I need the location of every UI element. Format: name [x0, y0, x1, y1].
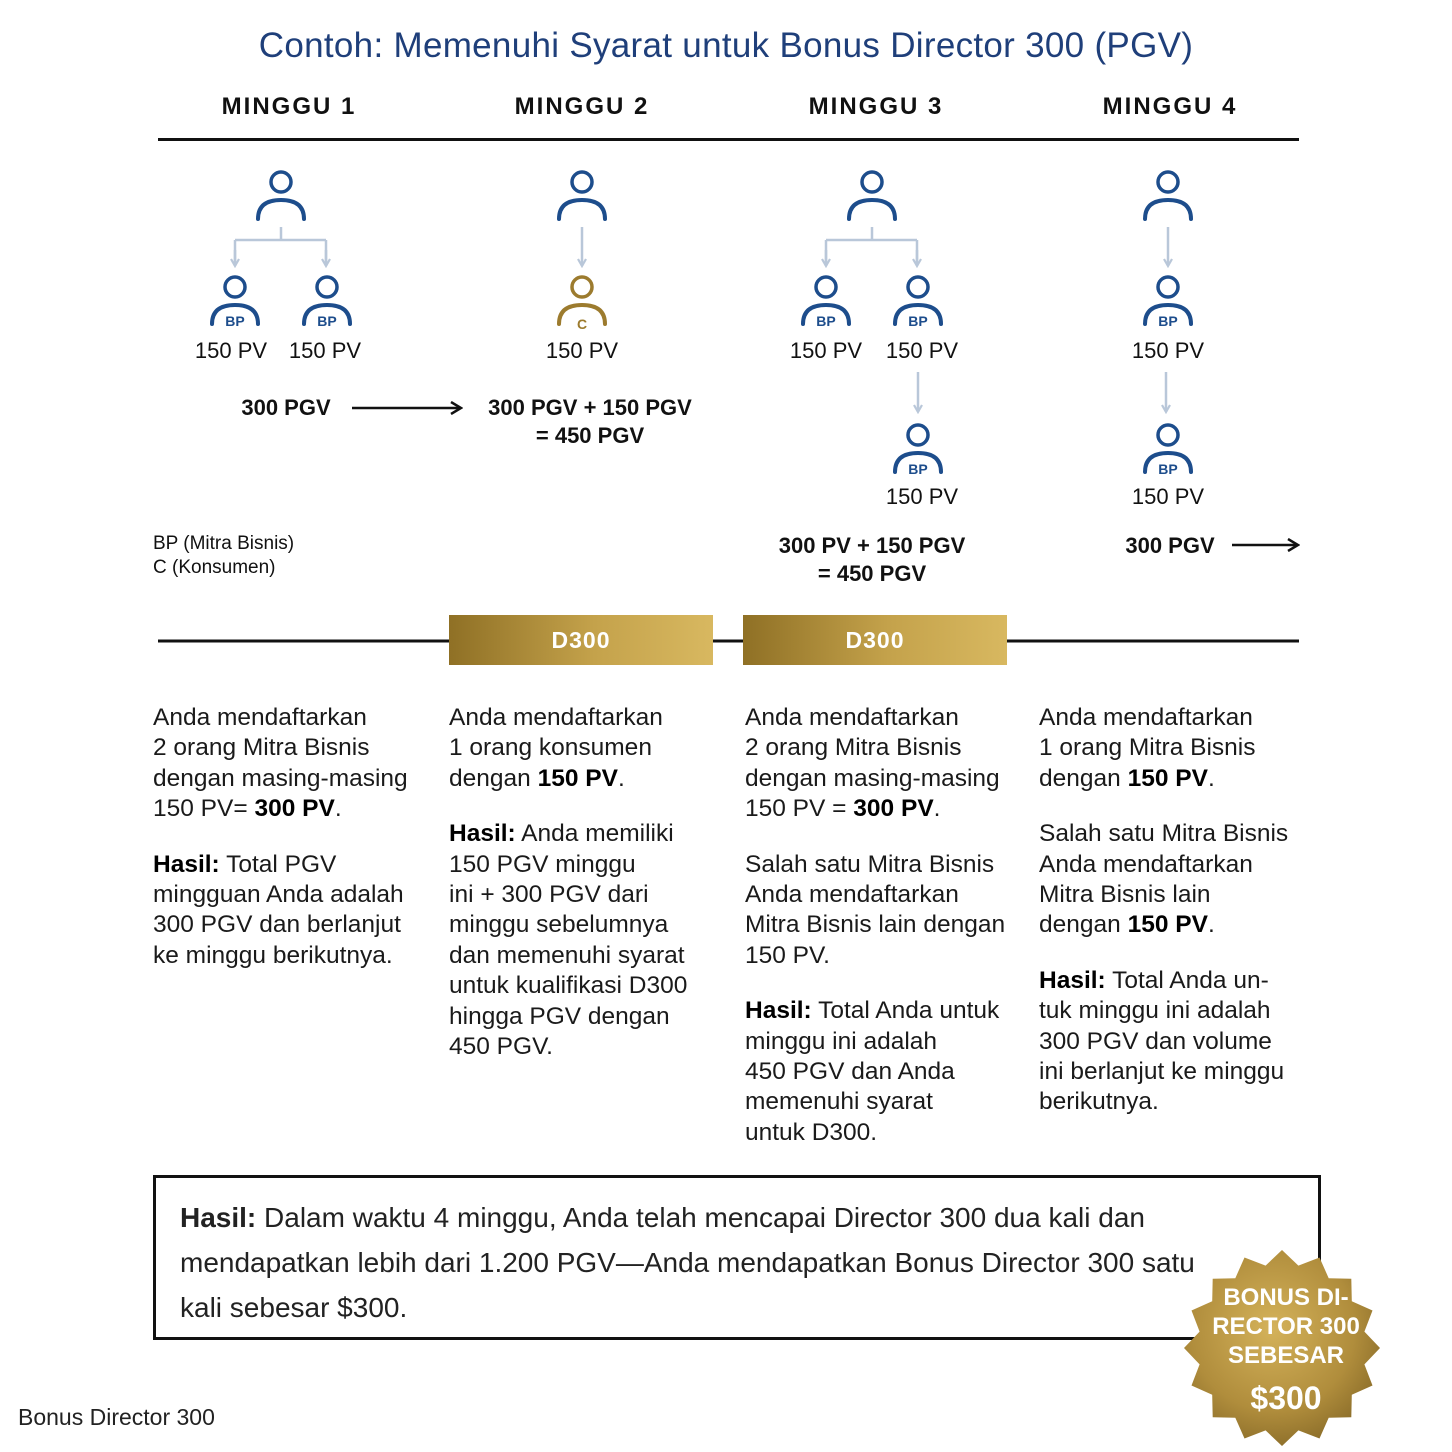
week-3-heading: MINGGU 3	[808, 93, 944, 120]
bonus-seal-text: BONUS DI- RECTOR 300 SEBESAR $300	[1212, 1284, 1360, 1416]
summary-text: Hasil: Dalam waktu 4 minggu, Anda telah mencapai Director 300 dua kali dan mendapatkan lebih dari 1.200 PGV—Anda mendapatkan Bonus Director 300 satu kali sebesar $300.	[180, 1202, 1195, 1323]
pv-label: 150 PV	[789, 338, 863, 363]
sponsor-person-icon	[849, 172, 895, 219]
bp-badge: BP	[317, 313, 337, 329]
pv-label: 150 PV	[1131, 338, 1205, 363]
week-2-diagram	[559, 172, 605, 324]
d300-label: D300	[845, 626, 905, 653]
bp-badge: BP	[1158, 461, 1178, 477]
legend-c: C (Konsumen)	[153, 557, 276, 578]
d300-label: D300	[551, 626, 611, 653]
pv-label: 150 PV	[885, 484, 959, 509]
week-4-heading: MINGGU 4	[1102, 93, 1238, 120]
pgv-calc: 300 PGV + 150 PGV = 450 PGV	[488, 395, 692, 448]
sponsor-person-icon	[258, 172, 304, 219]
pv-label: 150 PV	[288, 338, 362, 363]
bp-badge: BP	[816, 313, 836, 329]
pv-label: 150 PV	[545, 338, 619, 363]
bp-badge: BP	[908, 313, 928, 329]
bp-badge: BP	[1158, 313, 1178, 329]
sponsor-person-icon	[559, 172, 605, 219]
bp-badge: BP	[908, 461, 928, 477]
page-title: Contoh: Memenuhi Syarat untuk Bonus Director 300 (PGV)	[258, 26, 1194, 65]
week-2-heading: MINGGU 2	[514, 93, 650, 120]
footer-caption: Bonus Director 300	[18, 1404, 215, 1430]
pv-label: 150 PV	[194, 338, 268, 363]
pgv-calc: 300 PV + 150 PGV = 450 PGV	[778, 533, 966, 586]
week-1-description: Anda mendaftarkan 2 orang Mitra Bisnis dengan masing-masing 150 PV= 300 PV. Hasil: Total PGV mingguan Anda adalah 300 PGV dan berlanjut ke minggu berikutnya.	[153, 704, 408, 969]
week-4-description: Anda mendaftarkan 1 orang Mitra Bisnis dengan 150 PV. Salah satu Mitra Bisnis Anda mendaftarkan Mitra Bisnis lain dengan 150 PV. Hasil: Total Anda un- tuk minggu ini adalah 300 PGV dan volume ini berlanjut ke minggu berikutnya.	[1039, 704, 1289, 1116]
c-badge: C	[576, 316, 588, 332]
pv-label: 150 PV	[1131, 484, 1205, 509]
legend-bp: BP (Mitra Bisnis)	[153, 533, 295, 554]
bp-badge: BP	[225, 313, 245, 329]
pv-label: 150 PV	[885, 338, 959, 363]
week-1-heading: MINGGU 1	[221, 93, 357, 120]
sponsor-person-icon	[1145, 172, 1191, 219]
legend	[153, 532, 294, 580]
week-2-description: Anda mendaftarkan 1 orang konsumen dengan 150 PV. Hasil: Anda memiliki 150 PGV minggu ini + 300 PGV dari minggu sebelumnya dan memenuhi syarat untuk kualifikasi D300 hingga PGV dengan 450 PGV.	[449, 704, 688, 1061]
pgv-calc: 300 PGV	[1125, 533, 1215, 558]
week-1-diagram	[212, 172, 350, 324]
week-3-description: Anda mendaftarkan 2 orang Mitra Bisnis dengan masing-masing 150 PV = 300 PV. Salah satu Mitra Bisnis Anda mendaftarkan Mitra Bisnis lain dengan 150 PV. Hasil: Total Anda untuk minggu ini adalah 450 PGV dan Anda memenuhi syarat untuk D300.	[745, 704, 1006, 1146]
pgv-calc: 300 PGV	[241, 395, 331, 420]
